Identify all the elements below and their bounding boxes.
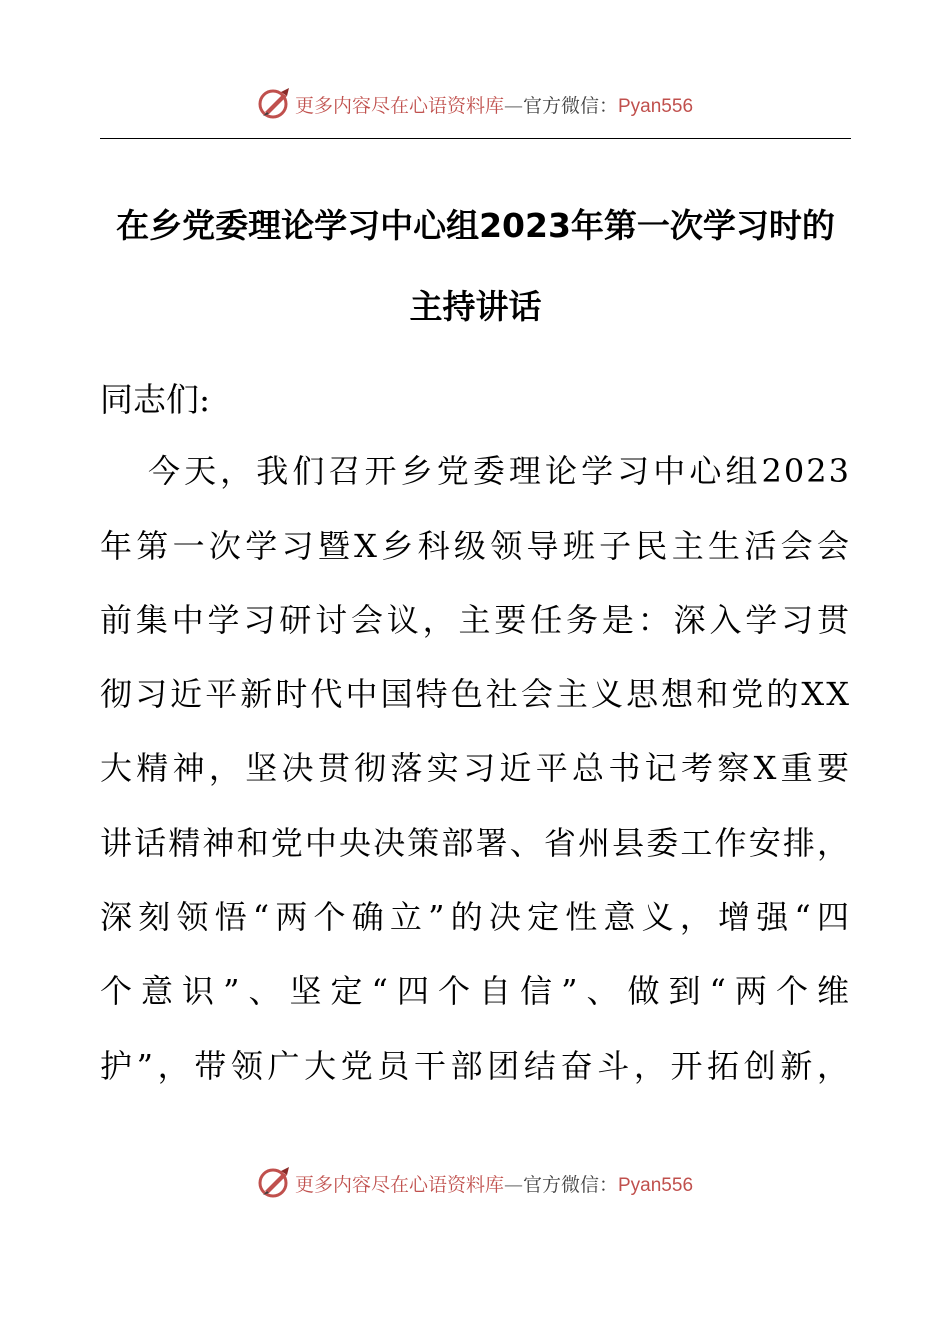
document-title-line-1: 在乡党委理论学习中心组2023年第一次学习时的 [116,206,835,245]
pen-logo-icon [257,86,293,122]
header-banner-text [295,91,693,118]
header-banner-title: 更多内容尽在心语资料库 [294,94,504,117]
body-line: 深刻领悟“两个确立”的决定性意义，增强“四 [100,898,851,936]
footer-wechat-id: Pyan556 [618,1174,694,1196]
header-divider [100,138,851,139]
footer-banner-dash: — [503,1173,523,1196]
header-wechat-id: Pyan556 [618,95,694,117]
pen-logo-icon [257,1165,293,1201]
body-line: 前集中学习研讨会议，主要任务是：深入学习贯 [100,601,851,639]
header-banner-dash: — [503,94,523,117]
salutation: 同志们: [100,380,211,419]
footer-banner-title: 更多内容尽在心语资料库 [294,1173,504,1196]
footer-banner-text [295,1170,693,1197]
body-line: 彻习近平新时代中国特色社会主义思想和党的XX [100,675,851,713]
body-line: 讲话精神和党中央决策部署、省州县委工作安排， [100,824,851,862]
body-line: 大精神，坚决贯彻落实习近平总书记考察X重要 [100,749,851,787]
body-line: 年第一次学习暨X乡科级领导班子民主生活会会 [100,527,851,565]
header-wechat-label: 官方微信： [522,94,618,117]
body-line: 个意识”、坚定“四个自信”、做到“两个维 [100,972,851,1010]
document-title-line-2: 主持讲话 [409,287,542,326]
body-line: 今天，我们召开乡党委理论学习中心组2023 [148,452,851,490]
body-line: 护”，带领广大党员干部团结奋斗，开拓创新， [100,1047,851,1085]
header-banner [0,84,950,124]
footer-banner [0,1163,950,1203]
footer-wechat-label: 官方微信： [522,1173,618,1196]
